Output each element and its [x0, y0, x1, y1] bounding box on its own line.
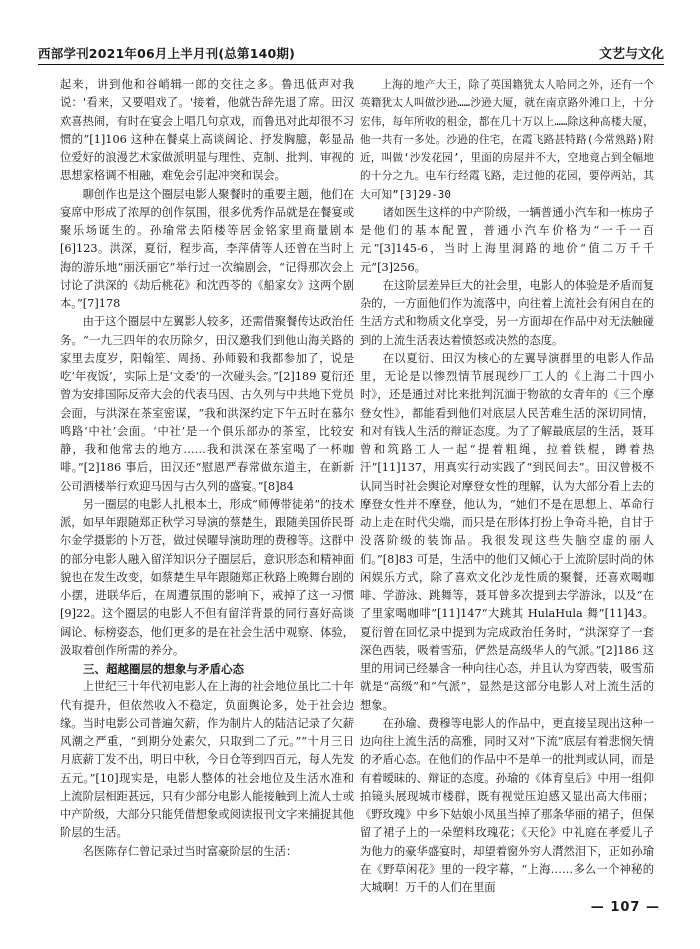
block-quote: 上海的地产大王，除了英国籍犹太人哈同之外，还有一个英籍犹太人叫做沙逊……沙逊大厦，就在南京路外滩口上，十分宏伟，每年所收的租金，都在几十万以上……除这种高楼大厦，他一共有一多处。沙逊的住宅，在霞飞路甚特路(今常熟路)附近，叫做‘沙发花园’，里面的房屋并不大，空地竟占到全幅地的十分之九。电车行经霞飞路，走过他的花园，要停两站，其大可知”[3]29-30 — [360, 79, 654, 201]
body-paragraph: 上世纪三十年代初电影人在上海的社会地位虽比二十年代有提升，但依然收入不稳定，负面舆论多，处于社会边缘。当时电影公司普遍欠薪，作为制片人的陆洁记录了欠薪风潮之严重，“到期分处素欠，只取到二了元。”“十月三日月底薪丁发不出，明日中秋，今日仓等到四百元，每人先发五元。”[10]现实是，电影人整体的社会地位及生活水准和上流阶层相距甚远，只有少部分电影人能接触到上流人士或中产阶级，大部分只能凭借想象或阅读报刊文字来捕捉其他阶层的生活。 — [60, 680, 354, 840]
section-label: 文艺与文化 — [598, 47, 664, 62]
body-paragraph: 诸如医生这样的中产阶级，一辆普通小汽车和一栋房子是他们的基本配置，普通小汽车价格为“一千一百元”[3]145-6，当时上海里洞路的地价“值二万千千元”[3]256。 — [360, 205, 654, 274]
body-paragraph: 起来，讲到他和谷峭辑一郎的交往之多。鲁迅低声对我说：'看来，又要唱戏了。'接着，他就告辞先退了席。田汉欢喜热闹，有时在宴会上唱几句京戏，而鲁迅对此却很不习惯的”[1]106 这种在餐桌上高谈阔论、抒发胸臆，彰显品位爱好的浪漫艺术家做派明显与理性、克制、批判、审视的思想家格调不相融，难免会引起冲突和误会。 — [60, 78, 354, 183]
left-column — [60, 76, 354, 912]
body-paragraph: 由于这个圈层中左翼影人较多，还需借聚餐传达政治任务。“一九三四年的农历除夕，田汉邀我们到他山海关路的家里去度岁，阳翰笙、周扬、孙师毅和我都参加了，说是吃‘年夜饭’，实际上是‘文委’的一次碰头会。”[2]189 夏衍还曾为安排国际反帝大会的代表马因、古久列与中共地下党员会面，与洪深在茶室密谋，“我和洪深约定下午五时在慕尔鸣路‘中社’会面。‘中社’是一个俱乐部办的茶室，比较安静，我和他常去的地方……我和洪深在茶室喝了一杯咖啡。”[2]186 事后，田汉还“慰恩严春常做东道主，在新新公司酒楼举行欢迎马因与古久列的盛宴。”[8]84 — [60, 315, 354, 493]
page-number: — 107 — — [590, 900, 660, 915]
body-paragraph: 在以夏衍、田汉为核心的左翼导演群里的电影人作品里，无论是以惨烈情节展现纱厂工人的《上海二十四小时》，还是通过对比来批判沉湎于物欲的女青年的《三个摩登女性》，都能看到他们对底层人民苦难生活的深切同情，和对有钱人生活的辩证态度。为了了解最底层的生活，聂耳曾和筑路工人一起“提着粗绳，拉着铁棍，蹲着热汗”[11]137，用真实行动实践了“到民间去”。田汉曾极不认同当时社会舆论对摩登女性的理解，认为大部分看上去的摩登女性并不摩登，他认为，“她们不是在思想上、革命行动上走在时代尖端，而只是在形体打扮上争奇斗艳，自甘于没落阶级的装饰品。我很发现这些失脑空虚的丽人们。”[8]83 可是，生活中的他们又倾心于上流阶层时尚的休闲娱乐方式，除了喜欢文化沙龙性质的聚餐，还喜欢喝咖啡、学游泳、跳舞等，聂耳曾多次提到去学游泳，以及“在了里家喝咖啡”[11]147“大跳其 HulaHula 舞”[11]43。夏衍曾在回忆录中提到为完成政治任务时，“洪深穿了一套深色西装，吸着雪茄，俨然是高级华人的气派。”[2]186 这里的用词已经暴含一种向往心态，并且认为穿西装，吸雪茄就是“高级”和“气派”，显然是这部分电影人对上流生活的想象。 — [360, 351, 654, 712]
body-paragraph: 名医陈存仁曾记录过当时富豪阶层的生活： — [82, 844, 298, 858]
journal-issue-label: 西部学刊2021年06月上半月刊(总第140期) — [38, 46, 296, 61]
running-header — [38, 40, 664, 62]
header-rule — [38, 64, 664, 65]
section-heading: 三、超越圈层的想象与矛盾心态 — [83, 662, 244, 676]
body-paragraph: 聊创作也是这个圈层电影人聚餐时的重要主题，他们在宴席中形成了浓厚的创作氛围，很多优秀作品就是在餐宴或聚乐场诞生的。孙瑜常去陌楼等居金铭家里商量剧本[6]123。洪深，夏衍，程步高，李萍倩等人还曾在当时上海的游乐地“丽沃丽它”举行过一次编剧会，“记得那次会上讨论了洪深的《劫后桃花》和沈西苓的《船家女》这两个剧本。”[7]178 — [60, 187, 354, 310]
right-column — [360, 76, 654, 912]
body-paragraph: 另一圈层的电影人扎根本土，形成“师傅带徒弟”的技术派，如早年跟随郑正秋学习导演的蔡楚生，跟随美国侨民哥尔金学摄影的卜万苍，做过侯曜导演助理的费穆等。这群中的部分电影人融入留洋知识分子圈层后，意识形态和精神面貌也在发生改变，如蔡楚生早年跟随郑正秋路上晚舞台剧的小摆，进联华后，在周遭氛围的影响下，戒掉了这一习惯[9]22。这个圈层的电影人不但有留洋背景的同行喜好高谈阔论、标榜姿态，他们更多的是在社会生活中观察、体验，汲取着创作所需的养分。 — [60, 497, 354, 657]
body-paragraph: 在孙瑜、费穆等电影人的作品中，更直接呈现出这种一边向往上流生活的高雅，同时又对“下流”底层有着悲悯矢情的矛盾心态。在他们的作品中不是单一的批判或认同，而是有着暧昧的、辩证的态度。孙瑜的《体育皇后》中用一组仰拍镜头展现城市楼群，既有视觉压迫感又显出高大伟丽；《野玫瑰》中乡下姑娘小凤虽当掉了那条华丽的裙子，但保留了裙子上的一朵塑料玫瑰花；《天伦》中礼庭在孝爱儿子为他力的豪华盛宴时，却望着窗外穷人潸然泪下，正如孙瑜在《野草闲花》里的一段字幕，“上海……多么一个神秘的大城啊！万千的人们在里面 — [360, 716, 654, 894]
body-paragraph: 在这阶层差异巨大的社会里，电影人的体验是矛盾而复杂的，一方面他们作为流落中，向往着上流社会有闲自在的生活方式和物质文化享受，另一方面却在作品中对无法触碰到的上流生活表达着愤怒或决然的态度。 — [360, 278, 654, 347]
